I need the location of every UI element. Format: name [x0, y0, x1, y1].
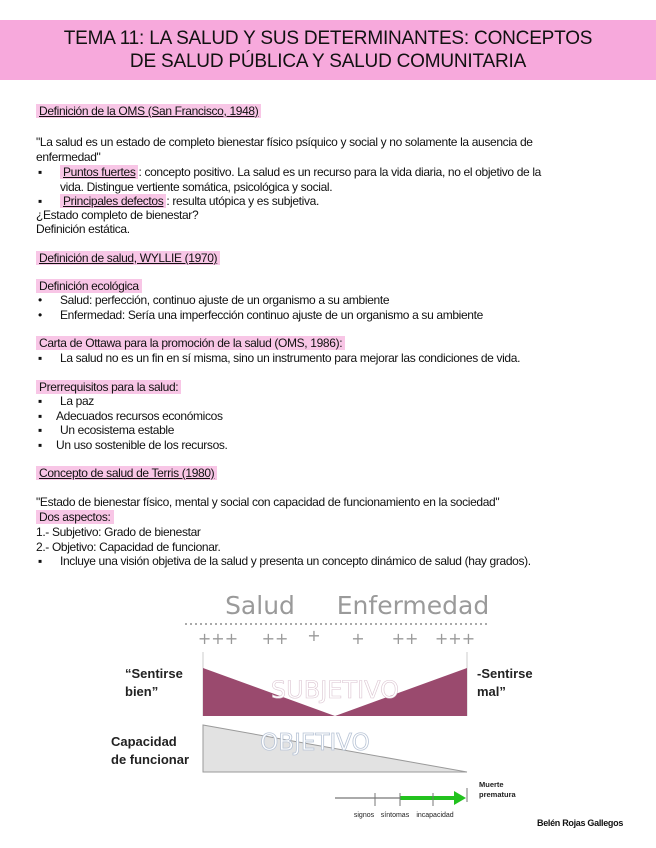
- oms-heading: Definición de la OMS (San Francisco, 1948): [36, 104, 261, 118]
- strong-points-text: : concepto positivo. La salud es un recurso para la vida diaria, no el objetivo de la: [138, 165, 541, 179]
- muerte-line-1: Muerte: [479, 780, 504, 789]
- capacidad-line-2: de funcionar: [111, 752, 190, 767]
- bullet: •: [38, 293, 43, 307]
- terris-subheading: Dos aspectos:: [36, 510, 114, 524]
- objetivo-label: OBJETIVO: [260, 730, 370, 756]
- progression-arrow-head: [454, 791, 466, 805]
- bullet: ▪: [38, 438, 43, 452]
- oms-quote-2: enfermedad": [36, 150, 101, 164]
- terris-heading: Concepto de salud de Terris (1980): [36, 466, 217, 480]
- sentirse-mal-line-2: mal”: [477, 684, 506, 699]
- oms-quote-1: "La salud es un estado de completo bienestar físico psíquico y social y no solamente la ausencia de: [36, 135, 533, 149]
- incapacidad-label: incapacidad: [416, 812, 454, 819]
- signos-label: signos: [353, 812, 375, 819]
- subjetivo-label: SUBJETIVO: [270, 676, 400, 704]
- oms-static: Definición estática.: [36, 222, 130, 236]
- diagram-enfermedad-label: Enfermedad: [336, 591, 490, 620]
- health-continuum-diagram: [105, 588, 635, 828]
- diagram-salud-label: Salud: [225, 591, 295, 620]
- author-signature: Belén Rojas Gallegos: [537, 818, 624, 828]
- scale-mark: +++: [197, 629, 239, 648]
- bullet: ▪: [38, 165, 43, 179]
- oms-question: ¿Estado completo de bienestar?: [36, 208, 199, 222]
- wyllie-subheading: Definición ecológica: [36, 279, 142, 293]
- prereq-heading: Prerrequisitos para la salud:: [36, 380, 181, 394]
- wyllie-item-2: Enfermedad: Sería una imperfección continuo ajuste de un organismo a su ambiente: [60, 308, 483, 322]
- capacidad-line-1: Capacidad: [111, 734, 177, 749]
- bullet: ▪: [38, 194, 43, 208]
- prereq-item: La paz: [60, 394, 94, 408]
- scale-mark: ++: [391, 629, 419, 648]
- scale-mark: +: [307, 626, 321, 645]
- prereq-item: Un ecosistema estable: [60, 423, 175, 437]
- terris-note: Incluye una visión objetiva de la salud y presenta un concepto dinámico de salud (hay grados).: [60, 554, 531, 568]
- terris-quote: "Estado de bienestar físico, mental y social con capacidad de funcionamiento en la sociedad": [36, 495, 500, 509]
- page-title-line-1: TEMA 11: LA SALUD Y SUS DETERMINANTES: CONCEPTOS: [63, 28, 593, 49]
- muerte-line-2: prematura: [479, 790, 516, 799]
- sentirse-bien-line-1: “Sentirse: [125, 666, 183, 681]
- ottawa-heading: Carta de Ottawa para la promoción de la salud (OMS, 1986):: [36, 336, 345, 350]
- strong-points-label: Puntos fuertes: [60, 165, 138, 179]
- strong-points-text-2: vida. Distingue vertiente somática, psicológica y social.: [60, 180, 333, 194]
- scale-mark: +++: [434, 629, 476, 648]
- prereq-item: Adecuados recursos económicos: [56, 409, 223, 423]
- bullet: •: [38, 308, 43, 322]
- wyllie-item-1: Salud: perfección, continuo ajuste de un organismo a su ambiente: [60, 293, 390, 307]
- terris-aspect-1: 1.- Subjetivo: Grado de bienestar: [36, 525, 201, 539]
- page-title-line-2: DE SALUD PÚBLICA Y SALUD COMUNITARIA: [129, 51, 527, 72]
- ottawa-item-1: La salud no es un fin en sí misma, sino un instrumento para mejorar las condiciones de vida.: [60, 351, 521, 365]
- bullet: ▪: [38, 409, 43, 423]
- scale-mark: +: [351, 629, 365, 648]
- scale-mark: ++: [261, 629, 289, 648]
- prereq-item: Un uso sostenible de los recursos.: [56, 438, 228, 452]
- wyllie-heading: Definición de salud, WYLLIE (1970): [36, 251, 220, 265]
- bullet: ▪: [38, 394, 43, 408]
- defects-label: Principales defectos: [60, 194, 166, 208]
- sintomas-label: síntomas: [380, 812, 410, 819]
- bullet: ▪: [38, 423, 43, 437]
- bullet: ▪: [38, 351, 43, 365]
- terris-aspect-2: 2.- Objetivo: Capacidad de funcionar.: [36, 540, 221, 554]
- defects-text: : resulta utópica y es subjetiva.: [166, 194, 319, 208]
- bullet: ▪: [38, 554, 43, 568]
- sentirse-mal-line-1: -Sentirse: [477, 666, 533, 681]
- sentirse-bien-line-2: bien”: [125, 684, 159, 699]
